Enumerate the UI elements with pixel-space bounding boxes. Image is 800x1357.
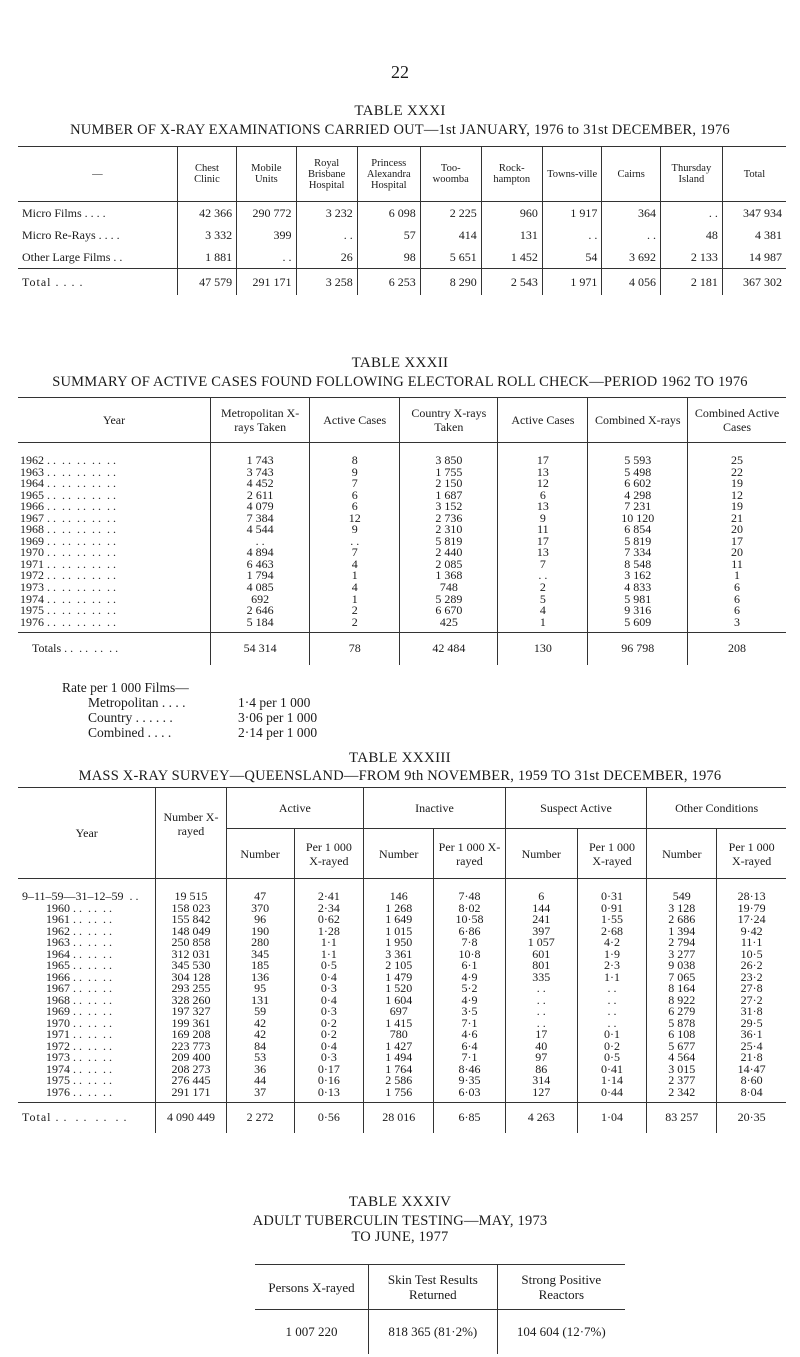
cell: 2 133 [660, 246, 722, 269]
year-column: 9–11–59—31–12–59 . . 1960 . . . . . . 1961 . . . . . . 1962 . . . . . . 1963 . . . . . . 1964 . . . . . . 1965 . . . . . . 1966 . . . . . . 1967 . . . . . . 1968 . . . . . . 1969 . . . . . . 1970 . . . . . . 1971 . . . . . . 1972 . . . . . . 1973 . . . . . . 1974 . . . . . . 1975 . . . . . . 1976 . . . . . . [22, 889, 139, 1099]
suspect-per-1000-column: 0·31 0·91 1·55 2·68 4·2 1·9 2·3 1·1 . . . . . . . . 0·1 0·2 0·5 0·41 1·14 0·44 [577, 879, 647, 1103]
cell: 1 452 [481, 246, 542, 269]
cell: 131 [481, 224, 542, 246]
xrayed-column: 19 515 158 023 155 842 148 049 250 858 312 031 345 530 304 128 293 255 328 260 197 327 199 361 169 208 223 773 209 400 208 273 276 445 291 171 [156, 879, 226, 1103]
cell: . . [296, 224, 357, 246]
cell: 78 [310, 633, 400, 666]
cell: 8 290 [420, 269, 481, 296]
cell: 399 [237, 224, 296, 246]
col-header: Princess Alexandra Hospital [357, 147, 420, 202]
table-row [255, 1310, 625, 1355]
inactive-per-1000-column: 7·48 8·02 10·58 6·86 7·8 10·8 6·1 4·9 5·2 4·9 3·5 7·1 4·6 6·4 7·1 8·46 9·35 6·03 [434, 879, 506, 1103]
table-body-row [18, 879, 786, 1103]
cell: 98 [357, 246, 420, 269]
col-header: Towns-ville [542, 147, 602, 202]
cell: 3 258 [296, 269, 357, 296]
rate-row [62, 710, 317, 725]
total-row [18, 633, 786, 666]
col-header: Total [722, 147, 786, 202]
table-row [18, 246, 786, 269]
row-label: Total . . . . . . . . [18, 1103, 156, 1134]
cell: 6 253 [357, 269, 420, 296]
cell: 208 [688, 633, 786, 666]
cell: 0·56 [294, 1103, 364, 1134]
table-xxxiii [18, 787, 786, 1133]
year-column: 1962 . . . . . . . . . . 1963 . . . . . . . . . . 1964 . . . . . . . . . . 1965 . . . . . . . . . . 1966 . . . . . . . . . . 1967 . . . . . . . . . . 1968 . . . . . . . . . . 1969 . . . . . . . . . . 1970 . . . . . . . . . . 1971 . . . . . . . . . . 1972 . . . . . . . . . . 1973 . . . . . . . . . . 1974 . . . . . . . . . . 1975 . . . . . . . . . . 1976 . . . . . . . . . . [20, 453, 116, 629]
col-header: Year [18, 398, 211, 443]
group-header: Other Conditions [647, 788, 786, 829]
rate-label: Metropolitan . . . . [88, 695, 186, 710]
cell: 5 651 [420, 246, 481, 269]
cell: 20·35 [717, 1103, 786, 1134]
table-xxxiv-title: TABLE XXXIV [348, 1194, 452, 1210]
table-header-row [255, 1265, 625, 1310]
col-header: Strong Positive Reactors [497, 1265, 625, 1310]
col-header: Country X-rays Taken [400, 398, 498, 443]
cell: 104 604 (12·7%) [497, 1310, 625, 1355]
cell: . . [660, 202, 722, 225]
cell: 4 090 449 [156, 1103, 226, 1134]
cell: 291 171 [237, 269, 296, 296]
col-header: Combined X-rays [588, 398, 688, 443]
cell: 83 257 [647, 1103, 717, 1134]
col-header: Number [505, 829, 577, 879]
table-xxxiv-subtitle-1: ADULT TUBERCULIN TESTING—MAY, 1973 [252, 1213, 548, 1229]
other-number-column: 549 3 128 2 686 1 394 2 794 3 277 9 038 7 065 8 164 8 922 6 279 5 878 6 108 5 677 4 564 3 015 2 377 2 342 [647, 879, 717, 1103]
row-label: Micro Films . . . . [22, 205, 106, 220]
cell: 960 [481, 202, 542, 225]
cell: 42 484 [400, 633, 498, 666]
col-header: Rock-hampton [481, 147, 542, 202]
cell: 1 917 [542, 202, 602, 225]
cell: . . [542, 224, 602, 246]
cell: 54 314 [211, 633, 310, 666]
table-xxxii [18, 397, 786, 665]
metro-active-column: 8 9 7 6 6 12 9 . . 7 4 1 4 1 2 2 [310, 443, 400, 633]
table-header-row [18, 147, 786, 202]
combined-xrays-column: 5 593 5 498 6 602 4 298 7 231 10 120 6 854 5 819 7 334 8 548 3 162 4 833 5 981 9 316 5 609 [588, 443, 688, 633]
col-header: Active Cases [310, 398, 400, 443]
col-header: Skin Test Results Returned [369, 1265, 498, 1310]
cell: 2 543 [481, 269, 542, 296]
table-xxxiv-subtitle-2: TO JUNE, 1977 [351, 1229, 449, 1245]
col-header: — [18, 147, 177, 202]
cell: 47 579 [177, 269, 236, 296]
suspect-number-column: 6 144 241 397 1 057 601 801 335 . . . . . . . . 17 40 97 86 314 127 [505, 879, 577, 1103]
rate-row [62, 695, 317, 710]
page-number: 22 [391, 62, 409, 82]
group-header: Inactive [364, 788, 506, 829]
table-body-row [18, 443, 786, 633]
rate-value: 2·14 per 1 000 [238, 725, 318, 740]
cell: 54 [542, 246, 602, 269]
col-header: Per 1 000 X-rayed [577, 829, 647, 879]
col-header: Number [364, 829, 434, 879]
col-header: Number X-rayed [156, 788, 226, 879]
cell: 1·04 [577, 1103, 647, 1134]
row-label: Totals . . . . . . . . [18, 633, 211, 666]
table-xxxii-subtitle: SUMMARY OF ACTIVE CASES FOUND FOLLOWING ELECTORAL ROLL CHECK—PERIOD 1962 TO 1976 [52, 374, 748, 390]
col-header: Per 1 000 X-rayed [434, 829, 506, 879]
col-header: Mobile Units [237, 147, 296, 202]
group-header: Suspect Active [505, 788, 647, 829]
table-xxxiii-subtitle: MASS X-RAY SURVEY—QUEENSLAND—FROM 9th NOVEMBER, 1959 TO 31st DECEMBER, 1976 [78, 768, 722, 784]
table-row [18, 224, 786, 246]
col-header: Combined Active Cases [688, 398, 786, 443]
rate-label: Combined . . . . [88, 725, 172, 740]
cell: 48 [660, 224, 722, 246]
col-header: Year [18, 788, 156, 879]
table-xxxi-title: TABLE XXXI [354, 103, 446, 119]
cell: 1 881 [177, 246, 236, 269]
group-header: Active [226, 788, 364, 829]
cell: 28 016 [364, 1103, 434, 1134]
cell: 3 332 [177, 224, 236, 246]
cell: 414 [420, 224, 481, 246]
cell: . . [602, 224, 661, 246]
cell: 26 [296, 246, 357, 269]
table-row [18, 202, 786, 225]
cell: 818 365 (81·2%) [369, 1310, 498, 1355]
col-header: Metropolitan X-rays Taken [211, 398, 310, 443]
row-label: Total . . . . [18, 269, 177, 296]
cell: 3 692 [602, 246, 661, 269]
table-xxxii-title: TABLE XXXII [351, 355, 449, 371]
cell: 96 798 [588, 633, 688, 666]
rate-row [62, 725, 317, 740]
cell: 14 987 [722, 246, 786, 269]
cell: 1 007 220 [285, 1324, 338, 1339]
cell: 4 381 [722, 224, 786, 246]
col-header: Royal Brisbane Hospital [296, 147, 357, 202]
row-label: Other Large Films . . [22, 249, 123, 264]
cell: 4 263 [505, 1103, 577, 1134]
active-number-column: 47 370 96 190 280 345 185 136 95 131 59 42 42 84 53 36 44 37 [226, 879, 294, 1103]
col-header: Per 1 000 X-rayed [294, 829, 364, 879]
cell: 57 [357, 224, 420, 246]
col-header: Number [647, 829, 717, 879]
combined-active-column: 25 22 19 12 19 21 20 17 20 11 1 6 6 6 3 [688, 443, 786, 633]
col-header: Too-woomba [420, 147, 481, 202]
col-header: Persons X-rayed [255, 1265, 369, 1310]
col-header: Cairns [602, 147, 661, 202]
col-header: Chest Clinic [177, 147, 236, 202]
other-per-1000-column: 28·13 19·79 17·24 9·42 11·1 10·5 26·2 23·2 27·8 27·2 31·8 29·5 36·1 25·4 21·8 14·47 8·60 8·04 [717, 879, 786, 1103]
col-header: Active Cases [498, 398, 588, 443]
cell: 364 [602, 202, 661, 225]
cell: 3 232 [296, 202, 357, 225]
cell: 347 934 [722, 202, 786, 225]
country-active-column: 17 13 12 6 13 9 11 17 13 7 . . 2 5 4 1 [498, 443, 588, 633]
cell: 2 272 [226, 1103, 294, 1134]
cell: 6 098 [357, 202, 420, 225]
cell: 42 366 [177, 202, 236, 225]
cell: 1 971 [542, 269, 602, 296]
table-xxxi [18, 146, 786, 295]
table-xxxi-subtitle: NUMBER OF X-RAY EXAMINATIONS CARRIED OUT—1st JANUARY, 1976 to 31st DECEMBER, 1976 [70, 122, 730, 138]
table-xxxiv [255, 1264, 625, 1354]
total-row [18, 269, 786, 296]
inactive-number-column: 146 1 268 1 649 1 015 1 950 3 361 2 105 1 479 1 520 1 604 697 1 415 780 1 427 1 494 1 764 2 586 1 756 [364, 879, 434, 1103]
row-label: Micro Re-Rays . . . . [22, 227, 120, 242]
cell: 2 181 [660, 269, 722, 296]
country-xrays-column: 3 850 1 755 2 150 1 687 3 152 2 736 2 310 5 819 2 440 2 085 1 368 748 5 289 6 670 425 [400, 443, 498, 633]
cell: 130 [498, 633, 588, 666]
col-header: Number [226, 829, 294, 879]
cell: 290 772 [237, 202, 296, 225]
rate-label: Country . . . . . . [88, 710, 173, 725]
cell: . . [237, 246, 296, 269]
metro-xrays-column: 1 743 3 743 4 452 2 611 4 079 7 384 4 544 . . 4 894 6 463 1 794 4 085 692 2 646 5 184 [211, 443, 310, 633]
rate-value: 1·4 per 1 000 [238, 695, 311, 710]
table-header-row [18, 398, 786, 443]
group-header-row [18, 788, 786, 829]
col-header: Thursday Island [660, 147, 722, 202]
cell: 367 302 [722, 269, 786, 296]
cell: 2 225 [420, 202, 481, 225]
active-per-1000-column: 2·41 2·34 0·62 1·28 1·1 1·1 0·5 0·4 0·3 0·4 0·3 0·2 0·2 0·4 0·3 0·17 0·16 0·13 [294, 879, 364, 1103]
col-header: Per 1 000 X-rayed [717, 829, 786, 879]
rate-heading: Rate per 1 000 Films— [62, 680, 189, 695]
cell: 4 056 [602, 269, 661, 296]
cell: 6·85 [434, 1103, 506, 1134]
table-xxxiii-title: TABLE XXXIII [349, 750, 451, 766]
rate-block [62, 680, 317, 740]
total-row [18, 1103, 786, 1134]
rate-value: 3·06 per 1 000 [238, 710, 318, 725]
